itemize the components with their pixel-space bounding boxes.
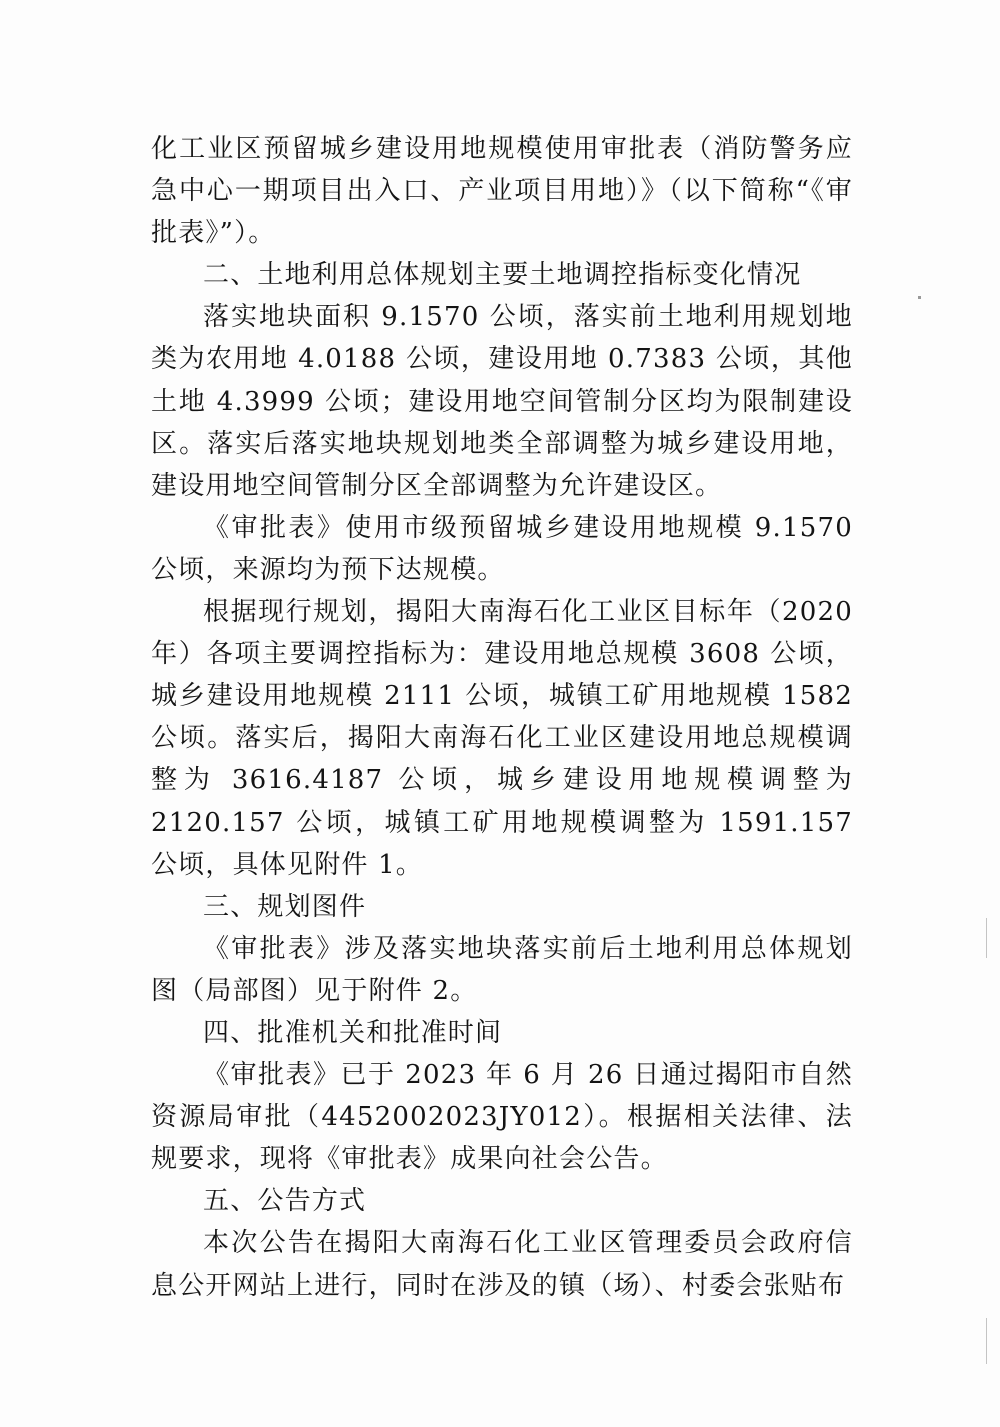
scan-artifact-line — [986, 918, 987, 958]
paragraph-approval-time: 《审批表》已于 2023 年 6 月 26 日通过揭阳市自然资源局审批（4452002023JY012）。根据相关法律、法规要求，现将《审批表》成果向社会公告。 — [151, 1060, 853, 1175]
paragraph-announcement-method: 本次公告在揭阳大南海石化工业区管理委员会政府信息公开网站上进行，同时在涉及的镇（场）、村委会张贴布 — [151, 1228, 853, 1301]
section-heading-5: 五、公告方式 — [203, 1186, 367, 1217]
paragraph-land-area: 落实地块面积 9.1570 公顷，落实前土地利用规划地类为农用地 4.0188 公顷，建设用地 0.7383 公顷，其他土地 4.3999 公顷；建设用地空间管制分区均为限制建设区。落实后落实地块规划地类全部调整为城乡建设用地，建设用地空间管制分区全部调整为允许建设区。 — [151, 302, 853, 501]
section-heading-2: 二、土地利用总体规划主要土地调控指标变化情况 — [203, 260, 802, 291]
paragraph-control-indicators: 根据现行规划，揭阳大南海石化工业区目标年（2020 年）各项主要调控指标为：建设用地总规模 3608 公顷，城乡建设用地规模 2111 公顷，城镇工矿用地规模 1582 公顷。落实后，揭阳大南海石化工业区建设用地总规模调整为 3616.4187 公顷，城乡建设用地规模调整为 2120.157 公顷，城镇工矿用地规模调整为 1591.157 公顷，具体见附件 1。 — [151, 597, 853, 880]
document-body — [151, 128, 853, 1307]
section-heading-4: 四、批准机关和批准时间 — [203, 1017, 503, 1048]
paragraph-planning-maps: 《审批表》涉及落实地块落实前后土地利用总体规划图（局部图）见于附件 2。 — [151, 933, 853, 1006]
paragraph-continued: 化工业区预留城乡建设用地规模使用审批表（消防警务应急中心一期项目出入口、产业项目用地）》（以下简称“《审批表》”）。 — [151, 134, 853, 249]
scan-artifact-line — [986, 1318, 987, 1364]
paragraph-approval-scale: 《审批表》使用市级预留城乡建设用地规模 9.1570 公顷，来源均为预下达规模。 — [151, 512, 853, 585]
section-heading-3: 三、规划图件 — [203, 891, 367, 922]
scan-artifact-dot — [918, 296, 921, 299]
